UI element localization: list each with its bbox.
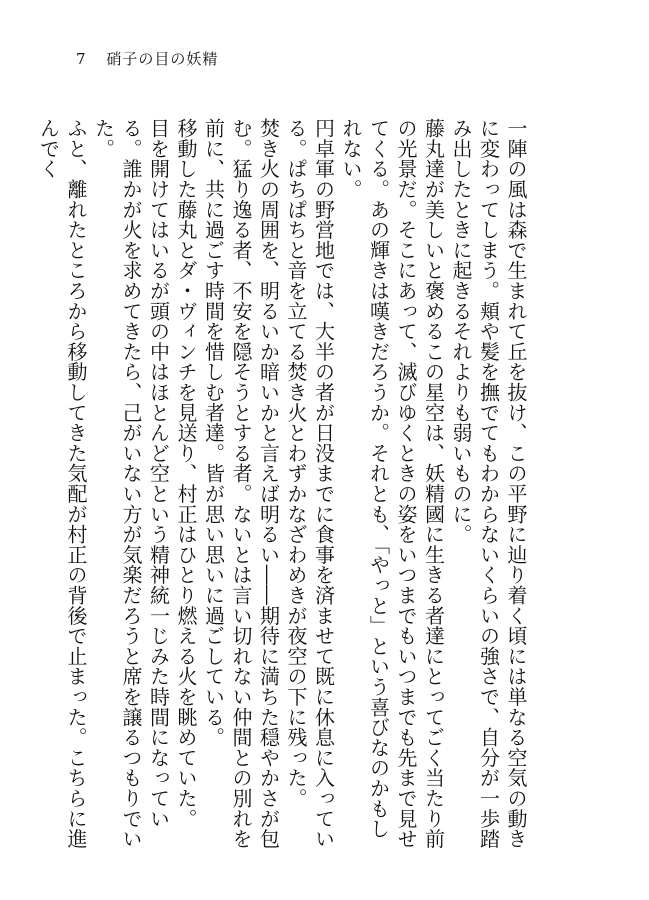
vertical-body-text bbox=[34, 118, 529, 858]
paragraph: 円卓軍の野営地では、大半の者が日没までに食事を済ませて既に休息に入っている。ぱちぱちと音を立てる焚き火とわずかなざわめきが夜空の下に残った。 bbox=[284, 118, 336, 849]
chapter-title: 硝子の目の妖精 bbox=[106, 50, 219, 68]
paragraph: ふと、離れたところから移動してきた気配が村正の背後で止まった。こちらに進んでく bbox=[36, 118, 88, 849]
paragraph: 一陣の風は森で生まれて丘を抜け、この平野に辿り着く頃には単なる空気の動きに変わってしまう。頬や髪を撫でてもわからないくらいの強さで、自分が一歩踏み出したときに起きるそれよりも弱いものに。 bbox=[449, 118, 528, 849]
paragraph: 移動した藤丸とダ・ヴィンチを見送り、村正はひとり燃える火を眺めていた。 bbox=[174, 118, 198, 829]
paragraph: 目を開けてはいるが頭の中はほとんど空という精神統一じみた時間になっている。誰かが火を求めてきたら、己がいない方が気楽だろうと席を譲るつもりでいた。 bbox=[91, 118, 171, 849]
page-number: 7 bbox=[76, 50, 87, 68]
paragraph: 藤丸達が美しいと褒めるこの星空は、妖精國に生きる者達にとってごく当たり前の光景だ。そこにあって、滅びゆくときの姿をいつまでもいつまでも先まで見せてくる。あの輝きは嘆きだろうか。それとも、「やっと」という喜びなのかもしれない。 bbox=[339, 118, 446, 849]
paragraph: 焚き火の周囲を、明るいか暗いかと言えば明るい――期待に満ちた穏やかさが包む。猛り逸る者、不安を隠そうとする者。ないとは言い切れない仲間との別れを前に、共に過ごす時間を惜しむ者達。皆が思い思いに過ごしている。 bbox=[201, 118, 281, 849]
running-header bbox=[76, 48, 218, 69]
